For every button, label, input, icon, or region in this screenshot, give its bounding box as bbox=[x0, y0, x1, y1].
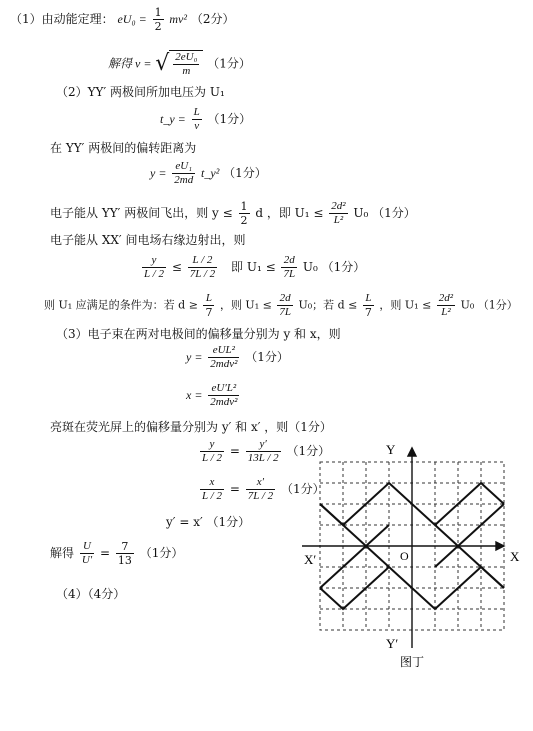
line-10-fraction-4 bbox=[437, 292, 455, 319]
frac-num: 7 bbox=[121, 540, 129, 553]
frac-num: 2d² bbox=[331, 200, 346, 212]
line-15: $\frac{y}{L / 2}$ = $\frac{y'}{13L / 2}$ （1分） bbox=[202, 438, 331, 464]
line-7-c: U₀ （1分） bbox=[353, 206, 416, 220]
line-15-fraction-2 bbox=[246, 438, 281, 465]
line-7-b: d ，即 U₁ ≤ bbox=[255, 206, 324, 220]
frac-den: L / 2 bbox=[202, 452, 222, 464]
sqrt-body bbox=[169, 50, 203, 78]
line-18: 解得 $\frac{U}{U'}$ = $\frac{7}{13}$ （1分） bbox=[50, 540, 184, 567]
line-9-fraction-1 bbox=[142, 254, 166, 281]
frac-den: 7L / 2 bbox=[247, 490, 274, 502]
line-5: 在 YY′ 两极间的偏转距离为 bbox=[50, 141, 197, 155]
sqrt-icon: √ bbox=[155, 51, 170, 76]
line-18-fraction-2 bbox=[116, 540, 134, 567]
score: （1分） bbox=[245, 350, 289, 364]
line-9-op: ≤ bbox=[171, 260, 182, 274]
line-9-fraction-2 bbox=[188, 254, 217, 281]
figure-caption: 图丁 bbox=[400, 655, 425, 669]
score: （1分） bbox=[286, 444, 331, 458]
frac-num: U bbox=[83, 540, 91, 552]
frac-den: m bbox=[173, 64, 199, 78]
line-1 bbox=[10, 6, 234, 33]
frac-num: 2d bbox=[279, 292, 291, 304]
score: （1分） bbox=[207, 112, 252, 126]
line-10-c: U₀；若 d ≤ bbox=[298, 298, 358, 312]
line-9-end: U₀ （1分） bbox=[302, 260, 366, 274]
frac-den: 13L / 2 bbox=[247, 452, 279, 464]
axes bbox=[302, 448, 504, 648]
frac-den: L / 2 bbox=[144, 268, 164, 280]
frac-den: 2mdv² bbox=[210, 358, 238, 370]
line-13-fraction bbox=[208, 382, 239, 409]
line-7-fraction-1 bbox=[239, 200, 250, 227]
line-1-rhs: mv² bbox=[169, 12, 187, 26]
line-16-fraction-2 bbox=[246, 476, 275, 503]
line-14: 亮斑在荧光屏上的偏移量分别为 y′ 和 x′ ，则（1分） bbox=[50, 420, 332, 434]
frac-num: y bbox=[209, 438, 215, 450]
frac-den: 2mdv² bbox=[210, 396, 238, 408]
line-15-fraction-1 bbox=[200, 438, 224, 465]
label-x: X bbox=[510, 549, 520, 564]
score: （1分） bbox=[223, 166, 267, 180]
frac-den: L / 2 bbox=[202, 490, 222, 502]
line-19: （4）（4分） bbox=[56, 587, 126, 601]
line-1-lhs: eU₀ = bbox=[117, 12, 147, 26]
frac-num: 1 bbox=[240, 200, 248, 213]
frac-den: 13 bbox=[117, 554, 132, 567]
frac-num: 2d bbox=[283, 254, 295, 266]
line-10-fraction-3 bbox=[363, 292, 374, 319]
trace-edge-1 bbox=[320, 504, 343, 525]
frac-num: 2d² bbox=[438, 292, 454, 304]
line-11: （3）电子束在两对电极间的偏移量分别为 y 和 x，则 bbox=[56, 327, 341, 341]
frac-den: L² bbox=[329, 213, 347, 227]
frac-num: L bbox=[193, 106, 200, 118]
line-6-rhs: t_y² bbox=[201, 166, 220, 180]
line-7-a: 电子能从 YY′ 两极间飞出，则 y ≤ bbox=[50, 206, 233, 220]
line-4-lhs: t_y = bbox=[160, 112, 186, 126]
score: （1分） bbox=[139, 546, 184, 560]
oscilloscope-figure bbox=[300, 436, 530, 676]
line-7 bbox=[50, 200, 416, 227]
x-axis-arrow-icon bbox=[496, 542, 504, 550]
line-12 bbox=[186, 344, 289, 371]
frac-num: eU′L² bbox=[211, 382, 237, 394]
frac-den: 7L / 2 bbox=[189, 268, 216, 280]
line-1-fraction bbox=[153, 6, 164, 33]
line-6-lhs: y = bbox=[150, 166, 167, 180]
line-10 bbox=[44, 292, 518, 319]
frac-den: 7L bbox=[279, 306, 291, 318]
frac-num: y′ bbox=[259, 438, 267, 450]
label-y-prime: Y′ bbox=[386, 636, 399, 651]
frac-num: 2eU₀ bbox=[175, 51, 198, 63]
line-10-a: 则 U₁ 应满足的条件为：若 d ≥ bbox=[44, 298, 198, 312]
score: （1分） bbox=[207, 56, 251, 71]
line-2 bbox=[108, 50, 251, 78]
line-10-b: ，则 U₁ ≤ bbox=[219, 298, 272, 312]
trace-edge-2 bbox=[320, 567, 343, 588]
frac-num: y bbox=[151, 254, 157, 266]
trace-edge-3 bbox=[481, 504, 504, 525]
line-7-fraction-2 bbox=[329, 200, 347, 227]
line-13-lhs: x = bbox=[186, 388, 203, 402]
frac-den: v bbox=[192, 119, 202, 133]
line-16: $\frac{x}{L / 2}$ = $\frac{x'}{7L / 2}$ （1分） bbox=[202, 476, 325, 502]
frac-num: L bbox=[365, 292, 372, 304]
line-9 bbox=[140, 254, 365, 281]
line-10-e: U₀ （1分） bbox=[460, 298, 518, 312]
line-10-d: ，则 U₁ ≤ bbox=[379, 298, 432, 312]
line-6-fraction bbox=[172, 160, 195, 187]
line-1-label: （1）由动能定理： bbox=[10, 12, 114, 26]
frac-den: 2 bbox=[240, 214, 248, 227]
trace-edge-4 bbox=[481, 567, 504, 588]
label-x-prime: X′ bbox=[304, 552, 317, 567]
score: （2分） bbox=[190, 12, 235, 26]
line-3: （2）YY′ 两极间所加电压为 U₁ bbox=[56, 85, 225, 99]
line-2-label: 解得 v = bbox=[108, 56, 152, 71]
line-12-lhs: y = bbox=[186, 350, 203, 364]
frac-den: 2md bbox=[174, 174, 194, 186]
frac-den: L² bbox=[437, 305, 455, 319]
label-origin: O bbox=[400, 549, 409, 563]
line-10-fraction-2 bbox=[277, 292, 293, 319]
line-18-fraction-1 bbox=[80, 540, 94, 567]
line-17: y′ = x′ （1分） bbox=[166, 515, 251, 529]
line-4-fraction bbox=[192, 106, 202, 133]
frac-den: U′ bbox=[81, 554, 93, 566]
line-2-fraction bbox=[173, 51, 199, 78]
line-16-fraction-1 bbox=[200, 476, 224, 503]
line-13 bbox=[186, 382, 241, 409]
frac-den: 7 bbox=[205, 306, 213, 319]
line-10-fraction-1 bbox=[203, 292, 214, 319]
frac-den: 7L bbox=[283, 268, 296, 280]
line-9-fraction-3 bbox=[281, 254, 297, 281]
line-6 bbox=[150, 160, 267, 187]
line-4 bbox=[160, 106, 251, 133]
line-12-fraction bbox=[208, 344, 239, 371]
frac-den: 2 bbox=[154, 20, 162, 33]
line-18-label: 解得 bbox=[50, 546, 75, 560]
frac-num: eUL² bbox=[212, 344, 235, 356]
frac-num: 1 bbox=[154, 6, 162, 19]
frac-num: eU₁ bbox=[175, 160, 193, 172]
label-y: Y bbox=[386, 442, 396, 457]
frac-num: L bbox=[205, 292, 212, 304]
line-9-mid: 即 U₁ ≤ bbox=[231, 260, 276, 274]
frac-num: x bbox=[209, 476, 215, 488]
frac-num: L / 2 bbox=[192, 254, 213, 266]
score: （1分） bbox=[281, 482, 325, 496]
y-axis-arrow-icon bbox=[408, 448, 416, 456]
frac-den: 7 bbox=[364, 306, 372, 319]
frac-num: x′ bbox=[256, 476, 265, 488]
line-8: 电子能从 XX′ 间电场右缘边射出，则 bbox=[50, 233, 246, 247]
